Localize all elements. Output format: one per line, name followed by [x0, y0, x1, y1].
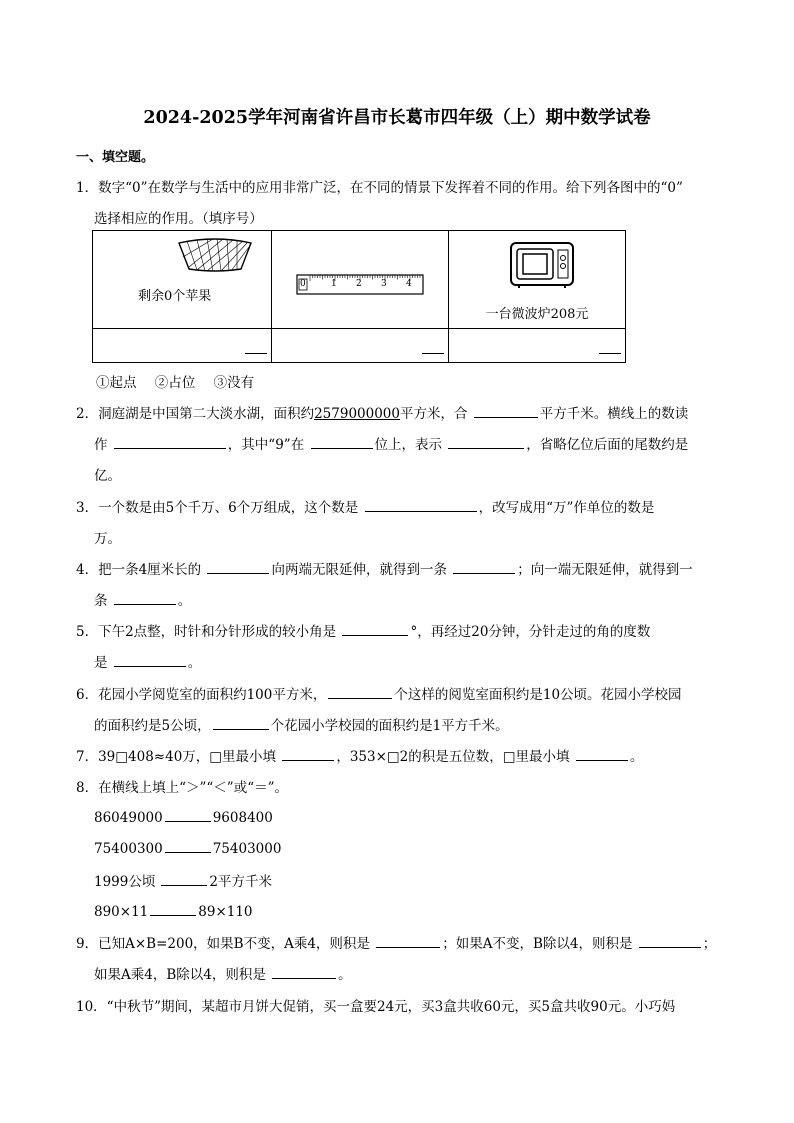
ruler-tick-label: 2 — [356, 279, 362, 289]
q6-line2 — [94, 714, 509, 734]
q4-text: 。 — [177, 593, 192, 609]
q7-line1 — [76, 745, 643, 765]
q4-text: 条 — [94, 593, 108, 609]
q8-blank[interactable] — [161, 871, 207, 886]
q6-blank-1[interactable] — [328, 684, 392, 699]
option-start: ①起点 — [96, 375, 137, 391]
ruler-tick-label: 3 — [381, 279, 387, 289]
q2-text: 2．洞庭湖是中国第二大淡水湖，面积约 — [76, 406, 315, 422]
q4-text: 4．把一条4厘米长的 — [76, 562, 202, 578]
q8-left: 75400300 — [94, 841, 163, 857]
q7-text: ，353×□2的积是五位数，□里最小填 — [336, 749, 570, 765]
q5-blank-1[interactable] — [342, 621, 408, 636]
q9-text: A不变， — [482, 936, 533, 952]
q9-text: ； — [702, 936, 717, 952]
q5-blank-2[interactable] — [114, 652, 186, 667]
q7-blank-2[interactable] — [576, 746, 628, 761]
q3-line2: 万。 — [94, 531, 121, 547]
q4-blank-3[interactable] — [114, 590, 176, 605]
q4-blank-1[interactable] — [207, 559, 269, 574]
q2-text: 平方米，合 — [400, 406, 468, 422]
q8-blank[interactable] — [165, 838, 211, 853]
q5-line1 — [76, 620, 650, 640]
option-placeholder: ②占位 — [154, 375, 196, 391]
q1-image-table — [92, 230, 626, 363]
q7-text: 7．39□408≈40万，□里最小填 — [76, 749, 277, 765]
q5-text: 5．下午2点整，时针和分针形成的较小角是 — [76, 624, 337, 640]
q8-blank[interactable] — [165, 807, 211, 822]
answer-cell-2[interactable] — [272, 329, 449, 363]
q8-row — [94, 807, 273, 826]
q9-text: 如果 — [94, 967, 121, 983]
q3-blank-1[interactable] — [365, 497, 477, 512]
q5-text: °，再经过20分钟，分针走过的角的度数 — [410, 624, 651, 640]
option-none: ③没有 — [213, 375, 255, 391]
q3-text: ，改写成用“万”作单位的数是 — [478, 500, 655, 516]
q3-line1 — [76, 496, 654, 516]
cell-ruler — [272, 231, 449, 329]
q2-line2 — [94, 433, 688, 453]
microwave-icon — [509, 241, 575, 289]
q8-line1: 8．在横线上填上“＞”“＜”或“＝”。 — [76, 780, 288, 796]
q5-text: 是 — [94, 655, 108, 671]
q8-right: 9608400 — [212, 810, 273, 826]
q9-blank-3[interactable] — [272, 964, 336, 979]
ruler-tick-label: 0 — [300, 279, 306, 289]
q8-right: 89×110 — [198, 904, 253, 920]
q7-text: 。 — [629, 749, 644, 765]
section-heading: 一、填空题。 — [76, 150, 155, 165]
q4-blank-2[interactable] — [453, 559, 515, 574]
q8-right: 75403000 — [212, 841, 282, 857]
q9-blank-1[interactable] — [376, 933, 440, 948]
q6-text: 个这样的阅览室面积约是10公顷。花园小学校园 — [394, 687, 682, 703]
q9-text: 。 — [338, 967, 352, 983]
q8-right: 2平方千米 — [209, 874, 272, 890]
q3-text: 3．一个数是由5个千万、6个万组成，这个数是 — [76, 500, 359, 516]
q9-text: A乘4，则积是 — [284, 936, 370, 952]
q7-blank-1[interactable] — [282, 746, 334, 761]
q2-text: 作 — [94, 437, 108, 453]
q5-line2 — [94, 651, 201, 671]
answer-cell-1[interactable] — [93, 329, 272, 363]
q8-row — [94, 901, 253, 920]
q2-number: 2579000000 — [314, 406, 400, 422]
q2-text: ，其中“9”在 — [227, 437, 305, 453]
q1-text-line2: 选择相应的作用。（填序号） — [94, 211, 263, 227]
ruler-tick-label: 1 — [331, 279, 337, 289]
q6-text: 个花园小学校园的面积约是1平方千米。 — [270, 718, 509, 734]
q8-row — [94, 870, 272, 890]
q6-text: 的面积约是5公顷， — [94, 718, 211, 734]
q8-left: 1999公顷 — [94, 874, 156, 890]
cell-apple-label: 剩余0个苹果 — [138, 289, 212, 304]
q8-blank[interactable] — [150, 901, 196, 916]
q9-text: ；如果 — [442, 936, 483, 952]
q6-text: 6．花园小学阅览室的面积约100平方米， — [76, 687, 327, 703]
q8-left: 86049000 — [94, 810, 163, 826]
q9-text: B不变， — [233, 936, 285, 952]
q9-text: 9．已知 — [76, 936, 126, 952]
cell-basket — [93, 231, 272, 329]
q4-text: ；向一端无限延伸，就得到一 — [517, 562, 693, 578]
q2-blank-3[interactable] — [311, 434, 373, 449]
q9-text: B除以4，则积是 — [166, 967, 266, 983]
q1-text-line1: 1．数字“0”在数学与生活中的应用非常广泛，在不同的情景下发挥着不同的作用。给下列各图中的“0” — [76, 180, 683, 196]
q2-blank-4[interactable] — [448, 434, 524, 449]
q9-text: A×B=200，如果 — [125, 936, 234, 952]
q2-text: 位上，表示 — [374, 437, 442, 453]
q9-text: B除以4，则积是 — [532, 936, 633, 952]
q2-text: 平方千米。横线上的数读 — [539, 406, 689, 422]
ruler-ticks — [296, 279, 426, 291]
q4-line2 — [94, 589, 191, 609]
q2-line3: 亿。 — [94, 468, 121, 484]
q8-left: 890×11 — [94, 904, 149, 920]
q2-text: ，省略亿位后面的尾数约是 — [526, 437, 689, 453]
page-title: 2024-2025学年河南省许昌市长葛市四年级（上）期中数学试卷 — [143, 108, 651, 128]
ruler-tick-label: 4 — [406, 279, 412, 289]
q9-blank-2[interactable] — [639, 933, 701, 948]
q5-text: 。 — [187, 655, 202, 671]
q4-line1 — [76, 558, 693, 578]
q2-blank-2[interactable] — [114, 434, 226, 449]
q1-options — [96, 371, 268, 391]
q9-line2 — [94, 963, 352, 983]
q6-line1 — [76, 683, 682, 703]
cell-microwave-label: 一台微波炉208元 — [485, 307, 589, 322]
q6-blank-2[interactable] — [213, 715, 269, 730]
q2-line1 — [76, 402, 688, 422]
q10-line1: 10．“中秋节”期间，某超市月饼大促销，买一盒要24元，买3盒共收60元，买5盒共收90元。小巧妈 — [76, 999, 676, 1015]
q4-text: 向两端无限延伸，就得到一条 — [271, 562, 447, 578]
cell-microwave — [449, 231, 626, 329]
answer-cell-3[interactable] — [449, 329, 626, 363]
q9-text: A乘4， — [121, 967, 167, 983]
basket-icon — [177, 237, 253, 273]
q8-row — [94, 838, 281, 857]
q2-blank-1[interactable] — [474, 403, 538, 418]
q9-line1 — [76, 932, 716, 952]
